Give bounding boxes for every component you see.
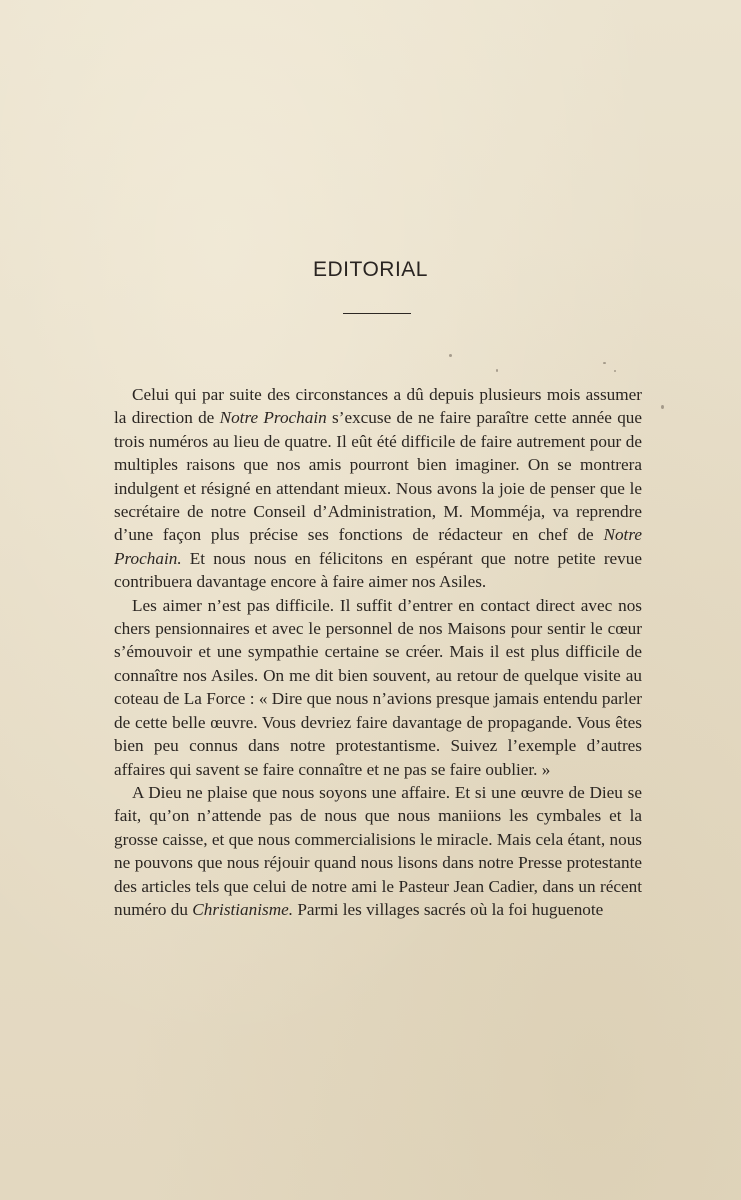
paragraph-1-italic-a: Notre Prochain (219, 408, 327, 428)
paragraph-3-text-b: Parmi les villages sacrés où la foi huguenote (293, 899, 604, 919)
paragraph-2 (114, 594, 642, 781)
title-rule (343, 313, 411, 314)
paragraph-3-italic-a: Christianisme. (192, 899, 294, 919)
paragraph-1-text-a: Celui qui par suite des circonstances a dû depuis plusieurs mois assumer la direction de (114, 385, 642, 428)
paper-speck (661, 405, 664, 409)
paper-speck (614, 370, 616, 372)
paragraph-1-text-b: s’excuse de ne faire paraître cette année que trois numéros au lieu de quatre. Il eût été difficile de faire autrement pour de multiples raisons que nos amis pourront bien imaginer. On se montrera indulgent et résigné en attendant mieux. Nous avons la joie de penser que le secrétaire de notre Conseil d’Administration, M. Momméja, va reprendre d’une façon plus précise ses fonctions de rédacteur en chef de (114, 408, 643, 545)
paragraph-3-text-a: A Dieu ne plaise que nous soyons une affaire. Et si une œuvre de Dieu se fait, qu’on n’attende pas de nous que nous maniions les cymbales et la grosse caisse, et que nous commercialisions le miracle. Mais cela étant, nous ne pouvons que nous réjouir quand nous lisons dans notre Presse protestante des articles tels que celui de notre ami le Pasteur Jean Cadier, dans un récent numéro du (114, 782, 642, 919)
paragraph-3 (114, 781, 642, 921)
page-title: EDITORIAL (313, 258, 428, 281)
paragraph-1 (114, 383, 642, 594)
paragraph-1-text-c: Et nous nous en félicitons en espérant que notre petite revue contribuera davantage encore à faire aimer nos Asiles. (114, 548, 642, 592)
paragraph-2-text: Les aimer n’est pas difficile. Il suffit d’entrer en contact direct avec nos chers pensionnaires et avec le personnel de nos Maisons pour sentir le cœur s’émouvoir et une sympathie certaine se créer. Mais il est plus difficile de connaître nos Asiles. On me dit bien souvent, au retour de quelque visite au coteau de La Force : « Dire que nous n’avions presque jamais entendu parler de cette belle œuvre. Vous devriez faire davantage de propagande. Vous êtes bien peu connus dans notre protestantisme. Suivez l’exemple d’autres affaires qui savent se faire connaître et ne pas se faire oublier. » (114, 595, 642, 779)
paragraph-1-italic-b: Notre Prochain. (114, 525, 642, 568)
paper-speck (496, 369, 498, 372)
paper-speck (449, 354, 452, 357)
editorial-body (114, 383, 642, 921)
paper-speck (603, 362, 606, 364)
